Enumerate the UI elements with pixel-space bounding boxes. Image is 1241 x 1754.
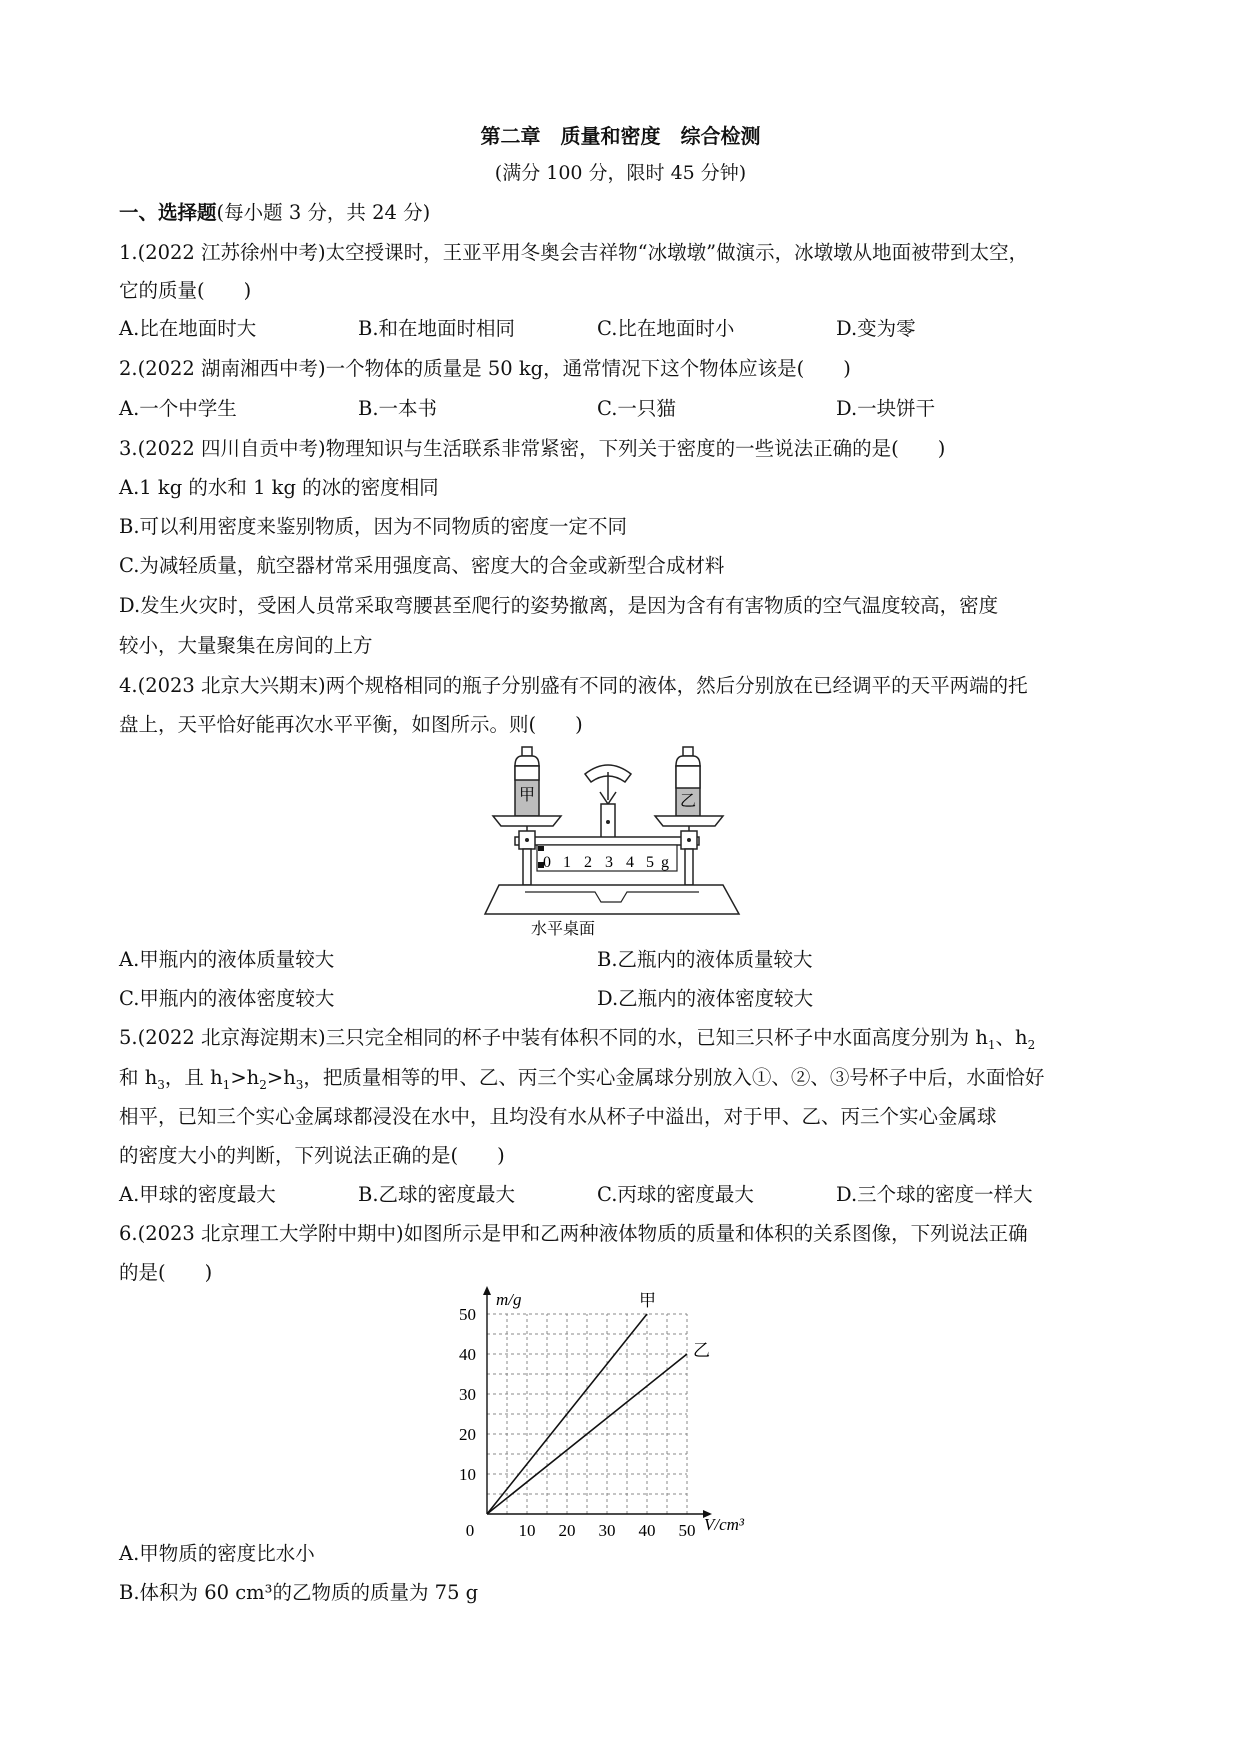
scale-tick-5: 5 (646, 854, 654, 871)
q3-option-b: B.可以利用密度来鉴别物质，因为不同物质的密度一定不同 (119, 515, 628, 538)
bottle-right-label: 乙 (679, 793, 697, 810)
chart-axes (483, 1286, 712, 1518)
q5-sub: 3 (295, 1077, 304, 1092)
q5-text: ，且 h (164, 1066, 223, 1089)
scale-tick-0: 0 (543, 854, 551, 871)
x-tick-label: 30 (598, 1521, 616, 1540)
q5-option-a: A.甲球的密度最大 (119, 1183, 276, 1206)
q1-option-b: B.和在地面时相同 (358, 317, 516, 340)
y-axis-arrow (483, 1286, 491, 1295)
scale-tick-1: 1 (563, 854, 571, 871)
y-axis-label: m/g (496, 1290, 522, 1309)
q5-option-c: C.丙球的密度最大 (597, 1183, 754, 1206)
q4-stem-line1: 4.(2023 北京大兴期末)两个规格相同的瓶子分别盛有不同的液体，然后分别放在已经调平的天平两端的托 (119, 674, 1028, 697)
page-title: 第二章 质量和密度 综合检测 (480, 124, 761, 148)
q6-stem-line1: 6.(2023 北京理工大学附中期中)如图所示是甲和乙两种液体物质的质量和体积的关系图像，下列说法正确 (119, 1222, 1028, 1245)
x-tick-label: 40 (638, 1521, 656, 1540)
page-subtitle: (满分 100 分，限时 45 分钟) (494, 162, 747, 184)
q5-sub: 1 (222, 1077, 231, 1092)
q2-option-d: D.一块饼干 (836, 397, 936, 420)
scale-tick-4: 4 (626, 854, 634, 871)
x-axis-label: V/cm³ (704, 1515, 745, 1534)
q5-sub: 2 (259, 1077, 267, 1092)
x-tick-label: 50 (678, 1521, 696, 1540)
series-label-2: 乙 (693, 1341, 710, 1360)
q5-stem-line4: 的密度大小的判断，下列说法正确的是( ) (119, 1144, 505, 1167)
q1-option-c: C.比在地面时小 (597, 317, 735, 340)
q5-text: 5.(2022 北京海淀期末)三只完全相同的杯子中装有体积不同的水，已知三只杯子中水面高度分别为 h (119, 1026, 988, 1049)
q1-stem-line2: 它的质量( ) (119, 279, 252, 302)
q6-option-b: B.体积为 60 cm³的乙物质的质量为 75 g (119, 1581, 479, 1604)
x-tick-label: 10 (518, 1521, 536, 1540)
q1-stem-line1: 1.(2022 江苏徐州中考)太空授课时，王亚平用冬奥会吉祥物“冰墩墩”做演示，冰墩墩从地面被带到太空， (119, 241, 1029, 264)
q5-text: 、h (995, 1026, 1028, 1049)
q5-stem-line3: 相平，已知三个实心金属球都浸没在水中，且均没有水从杯子中溢出，对于甲、乙、丙三个实心金属球 (119, 1105, 997, 1128)
section-label: 一、选择题 (119, 201, 217, 224)
q2-stem: 2.(2022 湖南湘西中考)一个物体的质量是 50 kg，通常情况下这个物体应该是( ) (119, 357, 851, 380)
series-label-1: 甲 (639, 1291, 656, 1310)
q5-text: 和 h (119, 1066, 158, 1089)
y-tick-label: 50 (459, 1305, 476, 1324)
mass-volume-chart (440, 1285, 780, 1540)
q5-sub: 2 (1027, 1037, 1036, 1052)
q4-option-b: B.乙瓶内的液体质量较大 (597, 948, 813, 971)
q5-text: >h (266, 1066, 296, 1089)
q4-stem-line2: 盘上，天平恰好能再次水平平衡，如图所示。则( ) (119, 713, 583, 736)
balance-beam (515, 837, 699, 845)
q2-option-b: B.一本书 (358, 397, 438, 420)
pan-left (493, 816, 561, 826)
q5-option-d: D.三个球的密度一样大 (836, 1183, 1033, 1206)
q4-option-d: D.乙瓶内的液体密度较大 (597, 987, 814, 1010)
q3-option-a: A.1 kg 的水和 1 kg 的冰的密度相同 (119, 476, 439, 499)
bottle-right (676, 747, 700, 816)
chart-series (487, 1291, 710, 1514)
q5-option-b: B.乙球的密度最大 (358, 1183, 516, 1206)
q6-option-a: A.甲物质的密度比水小 (119, 1542, 315, 1565)
pan-right (655, 816, 723, 826)
x-tick-label: 20 (558, 1521, 576, 1540)
q2-option-c: C.一只猫 (597, 397, 676, 420)
q6-stem-line2: 的是( ) (119, 1261, 213, 1284)
section-heading (119, 197, 430, 225)
q5-text: >h (230, 1066, 260, 1089)
q5-stem-line1 (119, 1022, 1035, 1052)
q5-sub: 1 (987, 1037, 996, 1052)
figure-caption: 水平桌面 (531, 921, 596, 938)
q4-option-a: A.甲瓶内的液体质量较大 (119, 948, 335, 971)
q5-sub: 3 (157, 1077, 165, 1092)
q5-stem-line2 (119, 1062, 1044, 1092)
q4-option-c: C.甲瓶内的液体密度较大 (119, 987, 335, 1010)
scale-tick-3: 3 (605, 854, 613, 871)
x-tick-label: 0 (465, 1521, 475, 1540)
y-tick-label: 20 (459, 1425, 476, 1444)
q3-option-d-line2: 较小，大量聚集在房间的上方 (119, 634, 373, 657)
section-note: (每小题 3 分，共 24 分) (216, 201, 431, 224)
q3-option-d-line1: D.发生火灾时，受困人员常采取弯腰甚至爬行的姿势撤离，是因为含有有害物质的空气温度较高，密度 (119, 594, 999, 617)
y-tick-label: 40 (459, 1345, 476, 1364)
q1-option-d: D.变为零 (836, 317, 916, 340)
balance-base (485, 885, 739, 914)
scale-tick-2: 2 (584, 854, 592, 871)
bottle-left (515, 747, 539, 816)
rider (538, 846, 544, 851)
q3-option-c: C.为减轻质量，航空器材常采用强度高、密度大的合金或新型合成材料 (119, 554, 725, 577)
y-tick-label: 10 (459, 1465, 476, 1484)
scale-tick-unit: g (661, 854, 669, 871)
bottle-left-label: 甲 (518, 787, 536, 804)
balance-figure (485, 742, 745, 937)
q3-stem: 3.(2022 四川自贡中考)物理知识与生活联系非常紧密，下列关于密度的一些说法正确的是( ) (119, 437, 946, 460)
y-tick-label: 30 (459, 1385, 476, 1404)
q5-text: ，把质量相等的甲、乙、丙三个实心金属球分别放入①、②、③号杯子中后，水面恰好 (303, 1066, 1045, 1089)
q1-option-a: A.比在地面时大 (119, 317, 257, 340)
chart-grid (487, 1314, 687, 1514)
q2-option-a: A.一个中学生 (119, 397, 237, 420)
